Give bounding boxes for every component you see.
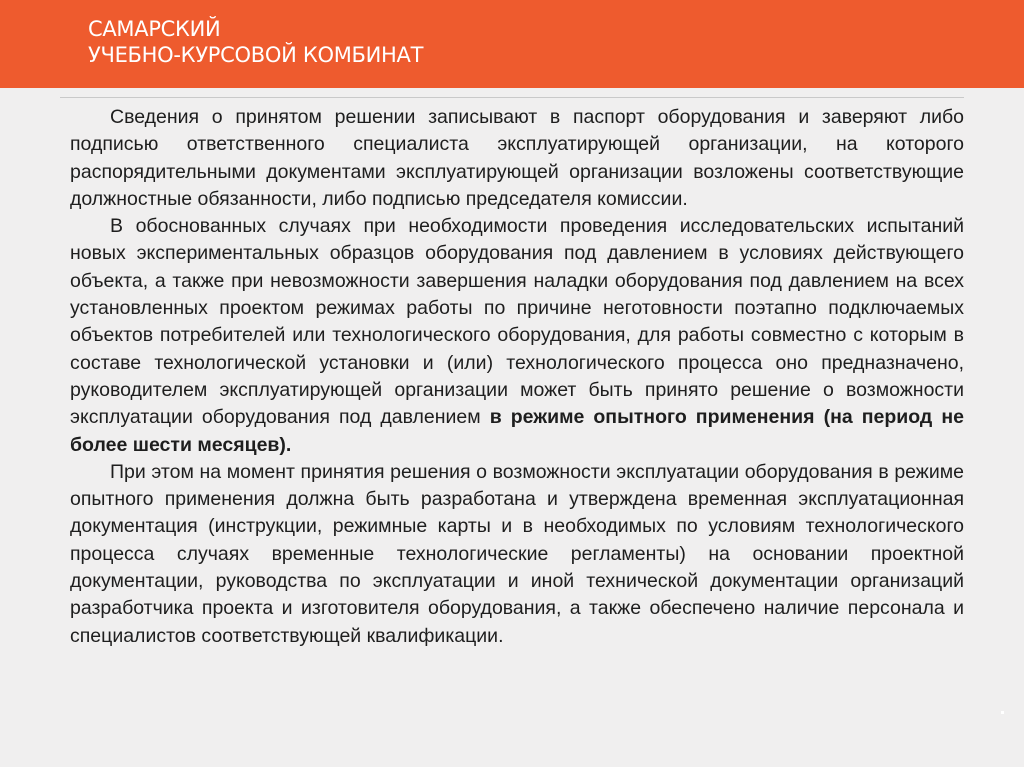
- paragraph-2-bold: в режиме опытного применения (на период не более шести месяцев).: [70, 406, 964, 456]
- header-divider: [60, 97, 964, 98]
- document-body: [70, 104, 964, 650]
- header-bar: [0, 0, 1024, 88]
- brand-logo-text: [88, 16, 423, 68]
- paragraph-1: Сведения о принятом решении записывают в паспорт оборудования и заверяют либо подписью ответственного специалиста эксплуатирующей организации, на которого распорядительными документами эксплуатирующей организации возложены соответствующие должностные обязанности, либо подписью председателя комиссии.: [70, 106, 964, 210]
- paragraph-2-text: В обоснованных случаях при необходимости проведения исследовательских испытаний новых экспериментальных образцов оборудования под давлением в условиях действующего объекта, а также при невозможности завершения наладки оборудования под давлением на всех установленных проектом режимах работы по причине неготовности поэтапно подключаемых объектов потребителей или технологического оборудования, для работы совместно с которым в составе технологической установки и (или) технологического процесса оно предназначено, руководителем эксплуатирующей организации может быть принято решение о возможности эксплуатации оборудования под давлением: [70, 215, 964, 429]
- paragraph-3: При этом на момент принятия решения о возможности эксплуатации оборудования в режиме опытного применения должна быть разработана и утверждена временная эксплуатационная документация (инструкции, режимные карты и в необходимых по условиям технологического процесса случаях временные технологические регламенты) на основании проектной документации, руководства по эксплуатации и иной технической документации организаций разработчика проекта и изготовителя оборудования, а также обеспечено наличие персонала и специалистов соответствующей квалификации.: [70, 460, 964, 647]
- brand-line-2: УЧЕБНО-КУРСОВОЙ КОМБИНАТ: [88, 43, 424, 67]
- brand-line-1: САМАРСКИЙ: [88, 17, 221, 41]
- paragraph-2: [70, 213, 964, 459]
- decorative-dot: [1001, 711, 1004, 714]
